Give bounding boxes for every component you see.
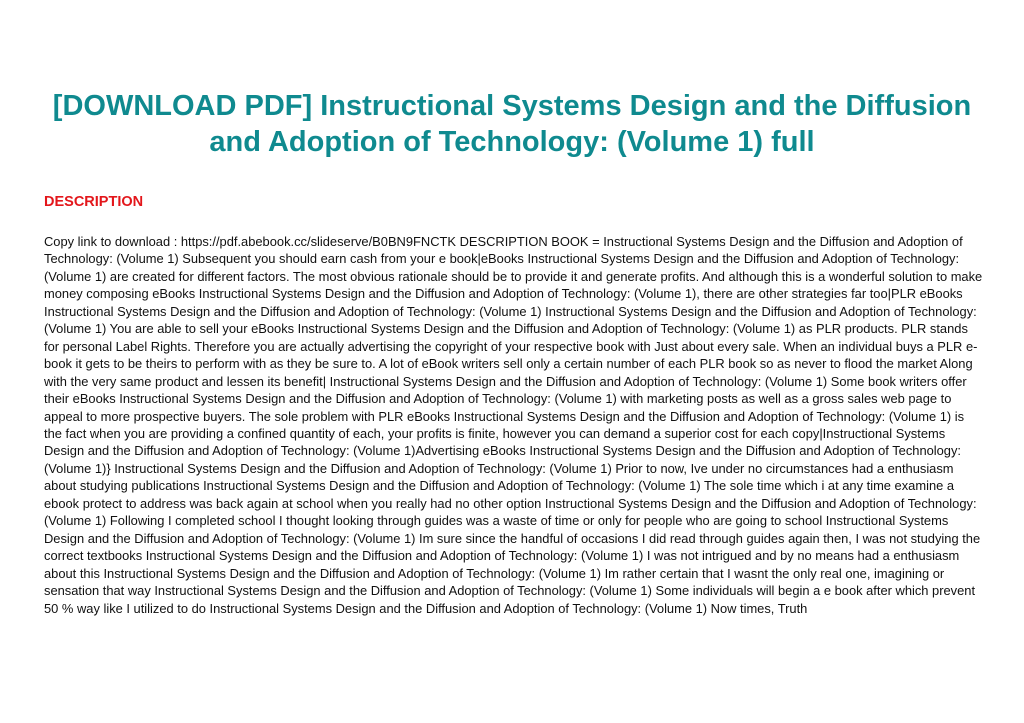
page-title: [DOWNLOAD PDF] Instructional Systems Design and the Diffusion and Adoption of Technology: (Volume 1) full xyxy=(52,90,972,158)
description-body: Copy link to download : https://pdf.abebook.cc/slideserve/B0BN9FNCTK DESCRIPTION BOOK = Instructional Systems Design and the Diffusion and Adoption of Technology: (Volume 1) Subsequent you should earn cash from your e book|eBooks Instructional Systems Design and the Diffusion and Adoption of Technology: (Volume 1) are created for different factors. The most obvious rationale should be to provide it and generate profits. And although this is a wonderful solution to make money composing eBooks Instructional Systems Design and the Diffusion and Adoption of Technology: (Volume 1), there are other strategies far too|PLR eBooks Instructional Systems Design and the Diffusion and Adoption of Technology: (Volume 1) Instructional Systems Design and the Diffusion and Adoption of Technology: (Volume 1) You are able to sell your eBooks Instructional Systems Design and the Diffusion and Adoption of Technology: (Volume 1) as PLR products. PLR stands for personal Label Rights. Therefore you are actually advertising the copyright of your respective book with Just about every sale. When an individual buys a PLR e-book it gets to be theirs to perform with as they be sure to. A lot of eBook writers sell only a certain number of each PLR book so as never to flood the market Along with the very same product and lessen its benefit| Instructional Systems Design and the Diffusion and Adoption of Technology: (Volume 1) Some book writers offer their eBooks Instructional Systems Design and the Diffusion and Adoption of Technology: (Volume 1) with marketing posts as well as a gross sales web page to appeal to more prospective buyers. The sole problem with PLR eBooks Instructional Systems Design and the Diffusion and Adoption of Technology: (Volume 1) is the fact when you are providing a confined quantity of each, your profits is finite, however you can demand a superior cost for each copy|Instructional Systems Design and the Diffusion and Adoption of Technology: (Volume 1)Advertising eBooks Instructional Systems Design and the Diffusion and Adoption of Technology: (Volume 1)} Instructional Systems Design and the Diffusion and Adoption of Technology: (Volume 1) Prior to now, Ive under no circumstances had a enthusiasm about studying publications Instructional Systems Design and the Diffusion and Adoption of Technology: (Volume 1) The sole time which i at any time examine a ebook protect to address was back again at school when you really had no other option Instructional Systems Design and the Diffusion and Adoption of Technology: (Volume 1) Following I completed school I thought looking through guides was a waste of time or only for people who are going to school Instructional Systems Design and the Diffusion and Adoption of Technology: (Volume 1) Im sure since the handful of occasions I did read through guides again then, I was not studying the correct textbooks Instructional Systems Design and the Diffusion and Adoption of Technology: (Volume 1) I was not intrigued and by no means had a enthusiasm about this Instructional Systems Design and the Diffusion and Adoption of Technology: (Volume 1) Im rather certain that I wasnt the only real one, imagining or sensation that way Instructional Systems Design and the Diffusion and Adoption of Technology: (Volume 1) Some individuals will begin a e book after which prevent 50 % way like I utilized to do Instructional Systems Design and the Diffusion and Adoption of Technology: (Volume 1) Now times, Truth xyxy=(44,234,983,616)
description-heading: DESCRIPTION xyxy=(44,194,144,210)
